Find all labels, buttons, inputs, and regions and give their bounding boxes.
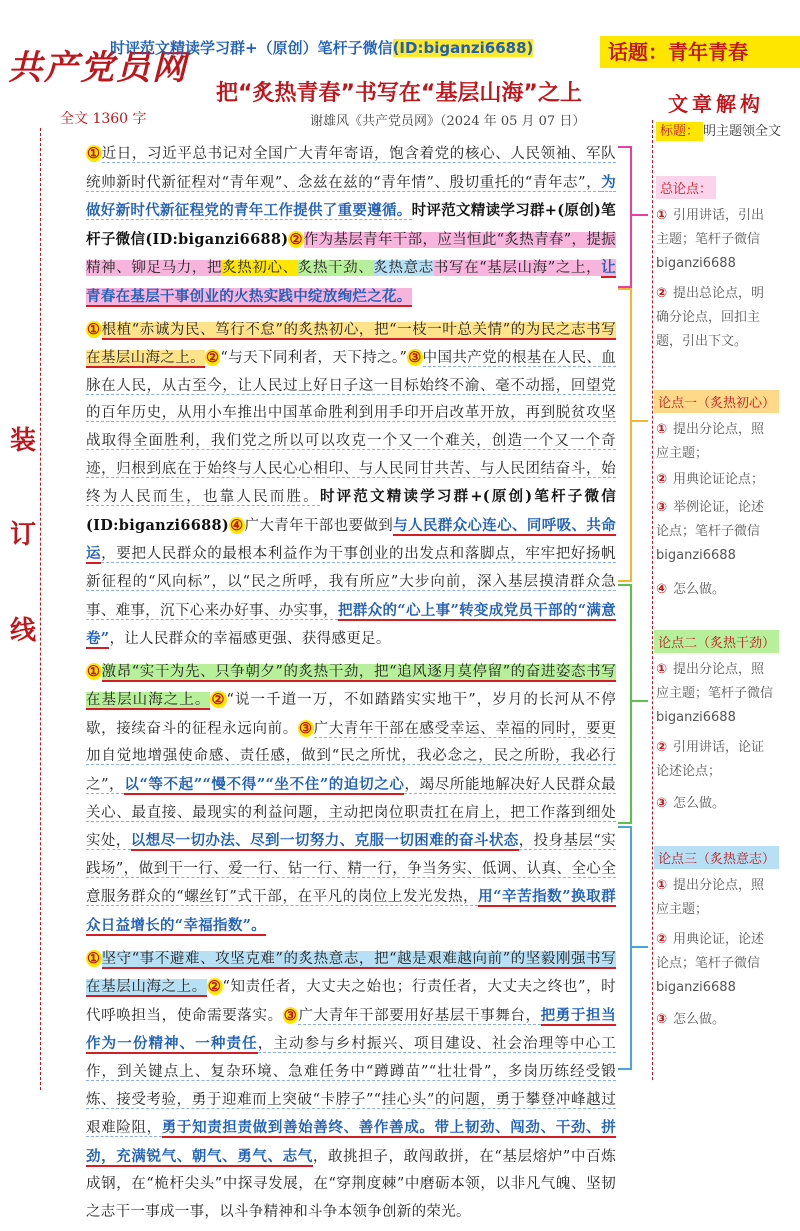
text: ，要把人民群众的最根本利益作为干事创业的出发点和落脚点，牢牢把好扬帆新征程的“风向标”，以“民之所呼，我有所应”大步向前，深入基层摸清群众急事、难事，沉下心来办好事、办实事，	[86, 546, 616, 619]
text: 用典论证论点；	[673, 472, 765, 487]
text: ，竭尽所能地解决好人民群众最关心、最直接、最现实的利益问题，主动把岗位职责扛在肩上，把工作落到细处实处，	[86, 777, 616, 850]
binding-char-1: 装	[10, 426, 37, 456]
point2-item-2	[656, 736, 776, 784]
text: 用典论证，论述论点；笔杆子微信 biganzi6688	[656, 932, 765, 995]
keyword-3: 炙热意志	[373, 260, 434, 277]
group-id: (ID:biganzi6688)	[392, 39, 534, 57]
text: ，主动参与乡村振兴、项目建设、社会治理等中心工作，到关键点上、复杂环境、急难任务中“蹲蹲苗”“壮壮骨”，多岗历练经受锻炼、接受考验，勇于迎难而上突破“卡脖子”“挂心头”的问题，勇于攀登冲峰越过艰难险阻，	[86, 1036, 616, 1137]
bracket-tick	[630, 420, 648, 422]
article-body	[86, 140, 616, 1231]
total-tag: 总论点：	[656, 176, 716, 199]
bracket-point-1	[618, 288, 632, 582]
text: 广大青年干部要用好基层干事舞台，	[298, 1007, 541, 1024]
page-title: 把“炙热青春”书写在“基层山海”之上	[216, 81, 582, 106]
bracket-point-2	[618, 584, 632, 824]
ad-text: 时评范文精读学习群+(原创)笔杆子微信(ID:biganzi6688)	[86, 488, 616, 534]
paragraph-intro	[86, 140, 616, 312]
text: 中国共产党的根基在人民、血脉在人民，从古至今，让人民过上好日子这一目标始终不渝、毫不动摇，回望党的百年历史，从用小车推出中国革命胜利到用手印开启改革开放，再到脱贫攻坚战取得全面胜利，我们党之所以可以攻克一个又一个难关，创造一个又一个奇迹，归根到底在于始终与人民心心相印、与人民同甘共苦、与人民团结奋斗，始终为人民而生，也靠人民而胜。	[86, 350, 616, 506]
text: 提出总论点，明确分论点，回扣主题，引出下文。	[656, 286, 765, 349]
group-banner	[110, 37, 533, 58]
group-prefix: 时评范文精读学习群+（原创）笔杆子微信	[110, 39, 393, 57]
bracket-tick	[630, 946, 648, 948]
text: “说一千道一万，不如踏踏实实地干”，岁月的长河从不停歇，接续奋斗的征程永远向前。	[86, 692, 616, 737]
text: 怎么做。	[673, 796, 726, 811]
point2-item-3	[656, 792, 776, 816]
num: ①	[656, 422, 668, 437]
marker: ③	[408, 349, 422, 367]
text: 怎么做。	[673, 1012, 726, 1027]
structure-divider	[652, 120, 653, 1080]
marker: ①	[87, 145, 101, 162]
text: 以想尽一切办法、尽到一切努力、克服一切困难的奋斗状态	[130, 832, 519, 850]
text: 为做好新时代新征程党的青年工作提供了重要遵循。	[86, 173, 616, 220]
marker: ②	[211, 691, 226, 709]
text: “知责任者，大丈夫之始也；行责任者，大丈夫之终也”，时代呼唤担当，使命需要落实。	[86, 979, 616, 1024]
bracket-intro	[618, 146, 632, 288]
num: ②	[656, 932, 668, 947]
keyword-1: 炙热初心、	[222, 260, 298, 277]
text: “与天下同利者，天下持之。”	[220, 350, 408, 367]
text: 作为基层青年干部，应当恒此“炙热青春”，提振精神、铆足马力，把	[86, 231, 616, 277]
paragraph-point-3	[86, 945, 616, 1227]
num: ②	[656, 472, 668, 487]
binding-char-2: 订	[10, 520, 37, 550]
label-tag: 标题：	[656, 122, 703, 141]
text: 怎么做。	[673, 582, 726, 597]
word-count: 全文 1360 字	[60, 111, 147, 127]
point2-item-1	[656, 658, 776, 730]
marker: ①	[87, 320, 101, 338]
marker: ②	[207, 978, 222, 996]
text: 与人民群众心连心、同呼吸、共命运	[86, 516, 616, 563]
point2-tag: 论点二（炙热干劲）	[654, 630, 779, 653]
text: 引用讲话，论证论述论点；	[656, 740, 765, 779]
site-logo: 共产党员网	[8, 48, 188, 88]
marker: ①	[87, 949, 101, 967]
total-item-2	[656, 282, 776, 354]
binding-char-3: 线	[10, 616, 37, 646]
text: 用“辛苦指数”换取群众日益增长的“幸福指数”。	[86, 888, 616, 935]
text: 举例论证，论述论点；笔杆子微信 biganzi6688	[656, 500, 765, 563]
text: 以“等不起”“慢不得”“坐不住”的迫切之心	[124, 776, 405, 794]
paragraph-point-2	[86, 658, 616, 941]
label-row	[656, 120, 781, 139]
paragraph-point-1	[86, 316, 616, 654]
marker: ①	[87, 662, 101, 680]
point-sentence: 坚守“事不避难、攻坚克难”的炙热意志，把“越是艰难越向前”的坚毅刚强书写在基层山海之上。	[86, 950, 616, 996]
text: 广大青年干部也要做到	[244, 517, 394, 534]
bracket-tick	[630, 214, 648, 216]
num: ③	[656, 796, 668, 811]
topic-badge: 话题：青年青春	[600, 36, 800, 68]
text: 提出分论点，照应主题；	[656, 422, 765, 461]
point1-item-4	[656, 578, 776, 602]
point3-tag: 论点三（炙热意志）	[654, 846, 779, 869]
num: ①	[656, 662, 668, 677]
ad-text: 时评范文精读学习群+(原创)笔杆子微信(ID:biganzi6688)	[86, 202, 616, 248]
point1-tag: 论点一（炙热初心）	[654, 390, 779, 413]
byline: 谢雄风《共产党员网》（2024 年 05 月 07 日）	[310, 114, 586, 129]
text: 勇于知责担责做到善始善终、善作善成。	[161, 1119, 435, 1137]
text: 带上韧劲、闯劲、干劲、拼劲，充满锐气、朝气、勇气、志气	[86, 1119, 616, 1165]
text: 提出分论点，照应主题；笔杆子微信 biganzi6688	[656, 662, 774, 725]
point3-item-2	[656, 928, 776, 1000]
text: 近日，习近平总书记对全国广大青年寄语，饱含着党的核心、人民领袖、军队统帅新时代新征程对“青年观”、念兹在兹的“青年情”、殷切重托的“青年志”，	[86, 146, 616, 191]
point3-item-3	[656, 1008, 776, 1032]
num: ④	[656, 582, 668, 597]
marker: ③	[298, 719, 313, 737]
num: ①	[656, 208, 668, 223]
num: ②	[656, 740, 668, 755]
thesis: 让青春在基层干事创业的火热实践中绽放绚烂之花。	[86, 259, 617, 305]
label-note: 明主题领全文	[703, 124, 782, 139]
text: 书写在“基层山海”之上，	[433, 260, 602, 277]
marker: ④	[230, 516, 244, 534]
structure-title: 文章解构	[668, 92, 764, 116]
bracket-point-3	[618, 826, 632, 1070]
text: 把群众的“心上事”转变成党员干部的“满意卷”	[86, 601, 616, 648]
num: ②	[656, 286, 668, 301]
num: ①	[656, 878, 668, 893]
point3-item-1	[656, 874, 776, 922]
marker: ③	[283, 1006, 298, 1024]
point1-item-3	[656, 496, 776, 568]
marker: ②	[206, 349, 220, 367]
text: 引用讲话，引出主题；笔杆子微信 biganzi6688	[656, 208, 765, 271]
keyword-2: 炙热干劲、	[297, 260, 374, 277]
point1-item-2	[656, 468, 776, 492]
point1-item-1	[656, 418, 776, 466]
text: ，让人民群众的幸福感更强、获得感更足。	[109, 631, 391, 648]
point-sentence: 根植“赤诚为民、笃行不怠”的炙热初心，把“一枝一叶总关情”的为民之志书写在基层山海之上。	[86, 321, 616, 367]
total-item-1	[656, 204, 776, 276]
text: 把勇于担当作为一份精神、一种责任	[86, 1006, 616, 1053]
text: 提出分论点，照应主题；	[656, 878, 765, 917]
binding-line	[40, 128, 41, 1090]
num: ③	[656, 500, 668, 515]
marker: ②	[289, 230, 303, 248]
text: ，敢挑担子，敢闯敢拼，在“基层熔炉”中百炼成钢，在“桅杆尖头”中探寻发展，在“穿荆度棘”中磨砺本领，以非凡气魄、坚韧之志干一事成一事，以斗争精神和斗争本领争创新的荣光。	[86, 1148, 616, 1220]
num: ③	[656, 1012, 668, 1027]
text: ，投身基层“实践场”，做到干一行、爱一行、钻一行、精一行，争当务实、低调、认真、全心全意服务群众的“螺丝钉”式干部，在平凡的岗位上发光发热，	[86, 833, 616, 906]
bracket-tick	[630, 700, 648, 702]
point-sentence: 激昂“实干为先、只争朝夕”的炙热干劲，把“追风逐月莫停留”的奋进姿态书写在基层山海之上。	[86, 663, 616, 709]
text: 广大青年干部在感受幸运、幸福的同时，要更加自觉地增强使命感、责任感，做到“民之所忧，我必念之，民之所盼，我必行之”，	[86, 720, 616, 794]
